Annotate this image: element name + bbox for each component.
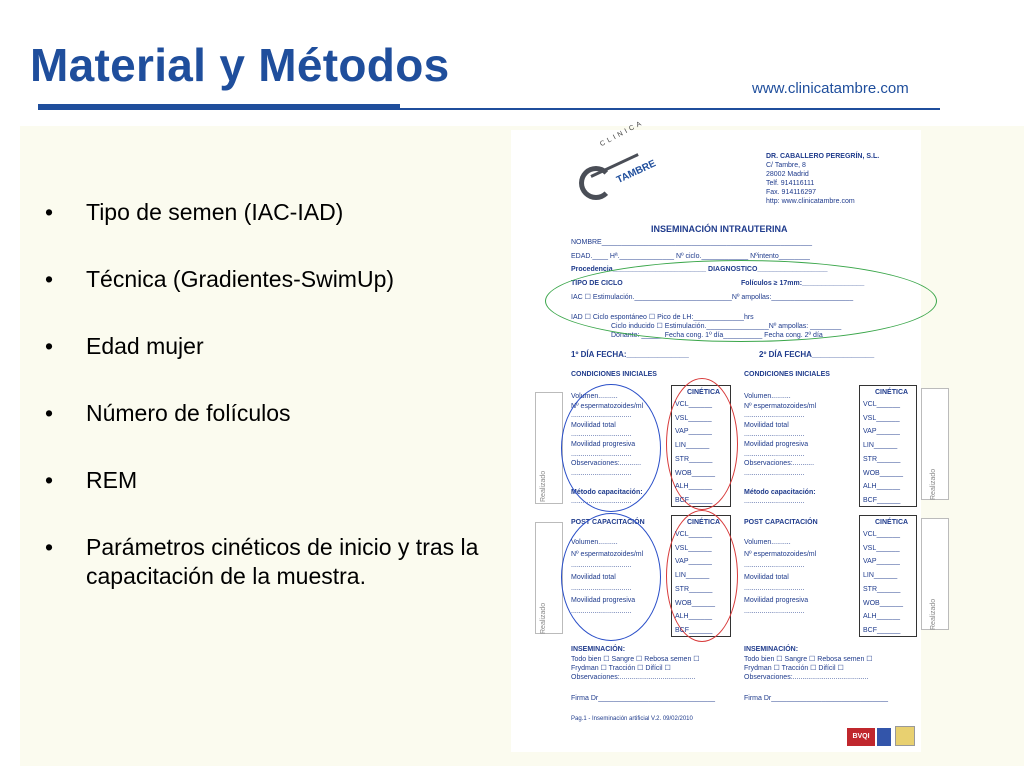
cond-iniciales-left: CONDICIONES INICIALES [571, 371, 657, 378]
inseminacion-right: INSEMINACIÓN: [744, 646, 799, 653]
firma-right: Firma Dr______________________________ [744, 695, 889, 702]
condition-item: Movilidad total [571, 421, 616, 429]
bullet-item [45, 265, 505, 294]
post-cap-right: POST CAPACITACIÓN [744, 519, 818, 526]
kinetic-param: VAP______ [863, 428, 900, 436]
kinetic-param: ALH______ [863, 483, 900, 491]
company-web: http: www.clinicatambre.com [766, 198, 855, 205]
ins-line2-left: Frydman ☐ Tracción ☐ Difícil ☐ [571, 665, 671, 672]
realizado-label: Realizado [930, 598, 937, 630]
kinetic-param: ALH______ [863, 613, 900, 621]
cinetica-header: CINÉTICA [687, 519, 721, 526]
kinetic-param: STR______ [675, 585, 713, 593]
title-rule-thick [38, 104, 400, 110]
title-rule-thin [400, 108, 940, 110]
ins-line1-right: Todo bien ☐ Sangre ☐ Rebosa semen ☐ [744, 656, 873, 663]
fecha1-label: FECHA: [596, 350, 627, 359]
bullet-list [45, 198, 505, 629]
kinetic-param: LIN______ [675, 442, 710, 450]
realizado-label: Realizado [540, 602, 547, 634]
condition-item: Movilidad progresiva [744, 441, 809, 448]
condition-item: Volumen.......... [571, 393, 618, 400]
field-donante: Donante: ______Fecha cong. 1º día__________ Fecha cong. 2º día [611, 332, 823, 339]
condition-item: Movilidad progresiva [571, 441, 636, 448]
condition-item: Volumen.......... [571, 539, 618, 546]
ins-line2-right: Frydman ☐ Tracción ☐ Difícil ☐ [744, 665, 844, 672]
kinetic-param: STR______ [675, 455, 713, 463]
condition-item: Nº espermatozoides/ml [744, 402, 817, 410]
dia1-label: 1º DÍA [571, 350, 595, 359]
condition-item: Movilidad progresiva [744, 596, 809, 604]
field-procedencia: Procedencia________________________ DIAGNOSTICO__________________ [571, 266, 828, 273]
observaciones-left: Observaciones:....................................... [571, 674, 696, 681]
condition-item: Volumen.......... [744, 539, 791, 546]
kinetic-param: WOB______ [863, 469, 904, 477]
kinetic-param: ALH______ [675, 483, 712, 491]
field-tipo-ciclo: TIPO DE CICLO [571, 280, 623, 287]
checkbox-icon: ☐ [648, 314, 656, 321]
checkbox-icon: ☐ [584, 314, 591, 321]
kinetic-param: BCF______ [675, 626, 713, 634]
condition-item: ............................... [571, 450, 632, 458]
ampollas-label: Nº ampollas: [731, 294, 772, 301]
firma-label: Firma Dr [571, 695, 599, 702]
company-city: 28002 Madrid [766, 171, 809, 178]
day2-row: 2º DÍA FECHA______________ [759, 350, 875, 359]
observaciones-right: Observaciones:....................................... [744, 674, 869, 681]
iac-label: IAC [571, 294, 583, 301]
kinetic-param: WOB______ [863, 599, 904, 607]
kinetic-param: BCF______ [863, 626, 901, 634]
procedencia-label: Procedencia [571, 266, 613, 273]
diagnostico-label: DIAGNOSTICO [708, 266, 758, 273]
bullet-dot: • [45, 333, 54, 359]
cert-logo-icon [877, 728, 891, 746]
kinetic-param: VAP______ [675, 558, 712, 566]
green-highlight-oval [545, 260, 937, 342]
condition-item: ............................... [744, 562, 805, 569]
bullet-text: REM [86, 467, 138, 493]
dia2-label: 2º DÍA [759, 350, 783, 359]
bullet-item [45, 332, 505, 361]
kinetic-param: BCF______ [675, 496, 713, 504]
condition-item: ............................... [744, 431, 805, 439]
bullet-text: Edad mujer [86, 333, 204, 359]
condition-item: Nº espermatozoides/ml [571, 402, 644, 410]
ins-line1-left: Todo bien ☐ Sangre ☐ Rebosa semen ☐ [571, 656, 700, 663]
kinetic-param: VSL______ [863, 414, 900, 422]
metodo-cap-left: Método capacitación: [571, 489, 643, 496]
ciclo-esp-label: Ciclo espontáneo [592, 314, 647, 321]
form-heading: INSEMINACIÓN INTRAUTERINA [651, 224, 788, 234]
realizado-label: Realizado [930, 468, 937, 500]
scanned-form [511, 119, 937, 752]
bullet-dot: • [45, 534, 54, 560]
kinetic-param: VCL______ [675, 401, 712, 408]
ciclo-ind-label: Ciclo inducido [611, 323, 655, 330]
company-name: DR. CABALLERO PEREGRÍN, S.L. [766, 153, 880, 160]
kinetic-param: VAP______ [863, 558, 900, 566]
condition-item: ............................... [571, 431, 632, 439]
slide-title: Material y Métodos [30, 39, 450, 91]
cinetica-header: CINÉTICA [875, 389, 909, 396]
form-footer: Pag.1 - Inseminación artificial V.2. 09/02/2010 [571, 716, 693, 722]
bullet-text: Número de folículos [86, 400, 291, 426]
bullet-dot: • [45, 199, 54, 225]
condition-item: Observaciones:........... [571, 460, 642, 468]
condition-item: Observaciones:........... [744, 460, 815, 468]
fecha2-label: FECHA [784, 350, 812, 359]
bullet-text: Parámetros cinéticos de inicio y tras la capacitación de la muestra. [86, 534, 479, 589]
bullet-item [45, 399, 505, 428]
bullet-dot: • [45, 266, 54, 292]
condition-item: ............................... [744, 469, 805, 477]
condition-item: ............................... [571, 608, 632, 615]
kinetic-param: VAP______ [675, 428, 712, 436]
kinetic-param: VCL______ [675, 531, 712, 538]
cinetica-header: CINÉTICA [687, 389, 721, 396]
firma-left: Firma Dr______________________________ [571, 695, 716, 702]
hrs-label: hrs [743, 314, 754, 321]
iad-label: IAD [571, 314, 583, 321]
condition-item: ............................... [744, 450, 805, 458]
firma-label: Firma Dr [744, 695, 772, 702]
logo-top-text: CLINICA [599, 119, 646, 149]
kinetic-param: ALH______ [675, 613, 712, 621]
condition-item: Nº espermatozoides/ml [744, 550, 817, 558]
company-fax: Fax. 914116297 [766, 189, 817, 196]
pico-lh-label: Pico de LH: [657, 314, 694, 321]
seal-icon [895, 726, 915, 746]
bullet-item [45, 198, 505, 227]
kinetic-param: STR______ [863, 585, 901, 593]
bullet-text: Tipo de semen (IAC-IAD) [86, 199, 344, 225]
field-ciclo-inducido: Ciclo inducido ☐ Estimulación.________________Nº ampollas: ________ [611, 323, 842, 330]
field-iac: IAC ☐ Estimulación._________________________Nº ampollas:_____________________ [571, 294, 854, 301]
bullet-dot: • [45, 467, 54, 493]
kinetic-param: LIN______ [863, 572, 898, 580]
estim2-label: Estimulación. [664, 323, 707, 330]
bullet-dot: • [45, 400, 54, 426]
logo-main-text: TAMBRE [615, 158, 658, 186]
metodo-cap-right: Método capacitación: [744, 489, 816, 496]
metodo-dots-left: ............................... [571, 498, 632, 505]
cond-iniciales-right: CONDICIONES INICIALES [744, 371, 830, 378]
post-cap-left: POST CAPACITACIÓN [571, 519, 645, 526]
bvqi-logo: BVQI [847, 728, 875, 746]
kinetic-param: WOB______ [675, 599, 716, 607]
company-phone: Telf. 914116111 [766, 180, 815, 187]
company-address: C/ Tambre, 8 [766, 162, 806, 169]
cinetica-header: CINÉTICA [875, 519, 909, 526]
kinetic-param: VSL______ [863, 544, 900, 552]
condition-item: Nº espermatozoides/ml [571, 550, 644, 558]
field-nombre: NOMBRE______________________________________________________ [571, 239, 812, 246]
field-foliculos: Folículos ≥ 17mm:________________ [741, 280, 865, 287]
kinetic-param: VSL______ [675, 544, 712, 552]
condition-item: ............................... [571, 412, 632, 420]
checkbox-icon: ☐ [656, 323, 663, 330]
kinetic-param: BCF______ [863, 496, 901, 504]
estimulacion-label: Estimulación. [592, 294, 635, 301]
condition-item: ............................... [744, 585, 805, 592]
metodo-dots-right: ............................... [744, 498, 805, 505]
condition-item: Movilidad total [744, 573, 789, 581]
condition-item: ............................... [571, 562, 632, 569]
inseminacion-left: INSEMINACIÓN: [571, 646, 626, 653]
condition-item: Movilidad progresiva [571, 596, 636, 604]
condition-item: Movilidad total [571, 573, 616, 581]
condition-item: ............................... [571, 469, 632, 477]
website-url: www.clinicatambre.com [752, 80, 909, 97]
kinetic-param: VCL______ [863, 401, 900, 408]
realizado-label: Realizado [540, 470, 547, 502]
checkbox-icon: ☐ [584, 294, 591, 301]
bullet-item [45, 533, 505, 591]
bullet-item [45, 466, 505, 495]
condition-item: ............................... [571, 585, 632, 592]
condition-item: Volumen.......... [744, 393, 791, 400]
condition-item: Movilidad total [744, 421, 789, 429]
condition-item: ............................... [744, 608, 805, 615]
foliculos-label: Folículos ≥ 17mm: [741, 280, 803, 287]
kinetic-param: VSL______ [675, 414, 712, 422]
condition-item: ............................... [744, 412, 805, 420]
field-nombre-label: NOMBRE [571, 239, 602, 246]
kinetic-param: LIN______ [675, 572, 710, 580]
kinetic-param: STR______ [863, 455, 901, 463]
field-iad: IAD ☐ Ciclo espontáneo ☐ Pico de LH:_____________hrs [571, 314, 754, 321]
bullet-text: Técnica (Gradientes-SwimUp) [86, 266, 395, 292]
kinetic-param: VCL______ [863, 531, 900, 538]
amp2-label: Nº ampollas: [768, 323, 809, 330]
kinetic-param: LIN______ [863, 442, 898, 450]
day1-row: 1º DÍA FECHA:______________ [571, 350, 689, 359]
kinetic-param: WOB______ [675, 469, 716, 477]
field-edad: EDAD.____ Hª.______________ Nº ciclo.____________ Nºintento________ [571, 253, 810, 260]
